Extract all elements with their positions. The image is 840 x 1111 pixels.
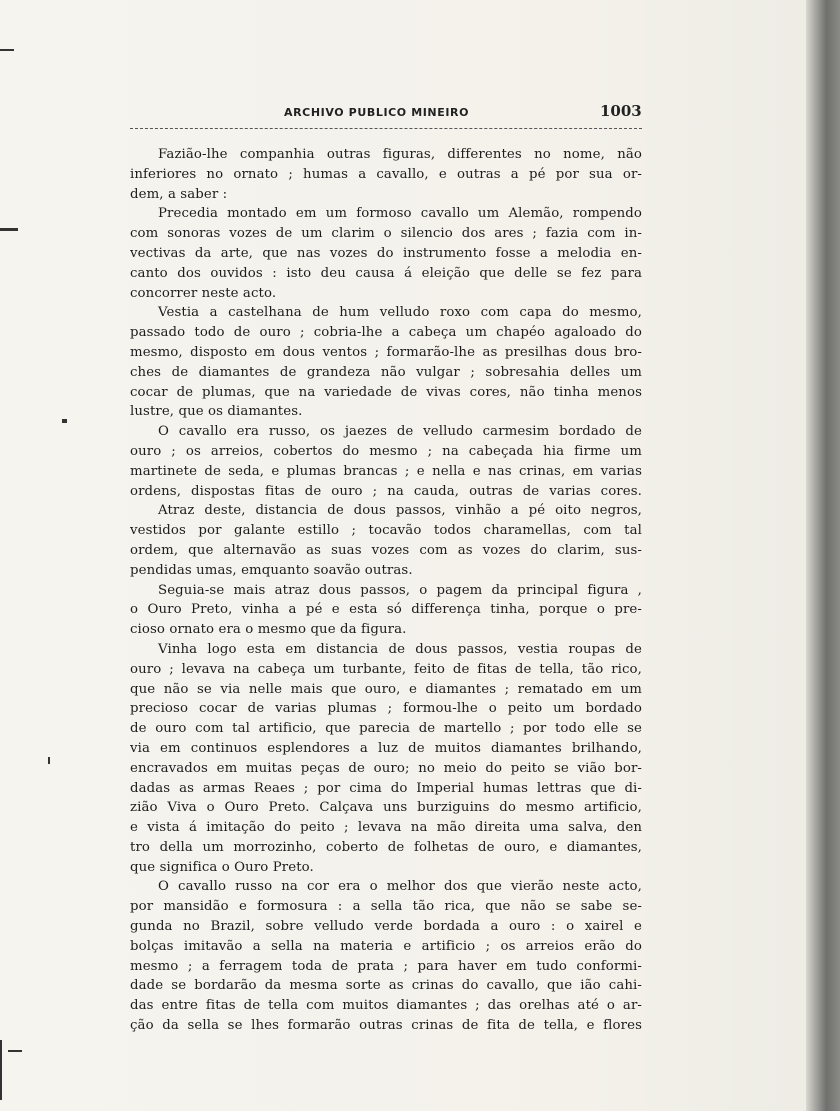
text-line: pendidas umas, emquanto soavão outras. <box>130 562 413 578</box>
text-line: martinete de seda, e plumas brancas ; e nella e nas crinas, em varias <box>130 463 642 479</box>
text-line: Fazião-lhe companhia outras figuras, differentes no nome, não <box>158 147 642 162</box>
margin-mark <box>8 1050 22 1052</box>
text-line: ordem, que alternavão as suas vozes com as vozes do clarim, sus- <box>130 542 642 558</box>
text-line: inferiores no ornato ; humas a cavallo, e outras a pé por sua or- <box>130 166 642 182</box>
margin-mark <box>0 1040 2 1100</box>
text-line: que não se via nelle mais que ouro, e diamantes ; rematado em um <box>130 681 642 697</box>
text-line: bolças imitavão a sella na materia e artificio ; os arreios erão do <box>130 938 642 954</box>
text-line: com sonoras vozes de um clarim o silencio dos ares ; fazia com in- <box>130 226 642 242</box>
text-line: zião Viva o Ouro Preto. Calçava uns burziguins do mesmo artificio, <box>130 800 642 816</box>
text-line: ches de diamantes de grandeza não vulgar ; sobresahia delles um <box>130 364 642 380</box>
text-line: mesmo, disposto em dous ventos ; formarão-lhe as presilhas dous bro- <box>130 344 642 360</box>
text-line: Seguia-se mais atraz dous passos, o pagem da principal figura , <box>158 582 642 598</box>
text-line: via em continuos esplendores a luz de muitos diamantes brilhando, <box>130 740 642 756</box>
text-line: dem, a saber : <box>130 186 228 202</box>
text-line: lustre, que os diamantes. <box>130 404 303 420</box>
margin-mark <box>0 228 18 231</box>
text-line: o Ouro Preto, vinha a pé e esta só differença tinha, porque o pre- <box>130 602 642 618</box>
text-line: Precedia montado em um formoso cavallo um Alemão, rompendo <box>158 206 642 222</box>
text-line: encravados em muitas peças de ouro; no meio do peito se vião bor- <box>130 760 642 776</box>
text-line: das entre fitas de tella com muitos diamantes ; das orelhas até o ar- <box>130 998 642 1014</box>
text-line: vectivas da arte, que nas vozes do instrumento fosse a melodia en- <box>130 245 642 261</box>
text-line: cocar de plumas, que na variedade de vivas cores, não tinha menos <box>130 384 642 400</box>
text-line: de ouro com tal artificio, que parecia de martello ; por todo elle se <box>130 721 642 737</box>
text-line: Atraz deste, distancia de dous passos, vinhão a pé oito negros, <box>158 503 642 519</box>
text-line: O cavallo russo na cor era o melhor dos que vierão neste acto, <box>158 879 642 895</box>
text-line: O cavallo era russo, os jaezes de velludo carmesim bordado de <box>158 424 642 440</box>
text-line: concorrer neste acto. <box>130 285 277 301</box>
text-line: mesmo ; a ferragem toda de prata ; para haver em tudo conformi- <box>130 958 642 974</box>
text-line: passado todo de ouro ; cobria-lhe a cabeça um chapéo agaloado do <box>130 325 642 341</box>
body-text <box>130 145 642 1036</box>
running-title: ARCHIVO PUBLICO MINEIRO <box>284 106 470 119</box>
text-line: dadas as armas Reaes ; por cima do Imperial humas lettras que di- <box>130 780 642 796</box>
margin-mark <box>62 419 67 423</box>
text-line: Vinha logo esta em distancia de dous passos, vestia roupas de <box>158 641 642 657</box>
page-number: 1003 <box>600 102 642 120</box>
text-line: que significa o Ouro Preto. <box>130 859 314 875</box>
text-line: tro della um morrozinho, coberto de folhetas de ouro, e diamantes, <box>130 839 642 855</box>
text-line: vestidos por galante estillo ; tocavão todos charamellas, com tal <box>130 523 642 539</box>
text-line: e vista á imitação do peito ; levava na mão direita uma salva, den <box>130 820 642 836</box>
text-line: por mansidão e formosura : a sella tão rica, que não se sabe se- <box>130 899 642 915</box>
text-line: precioso cocar de varias plumas ; formou-lhe o peito um bordado <box>130 701 642 717</box>
text-line: cioso ornato era o mesmo que da figura. <box>130 622 407 638</box>
scan-edge <box>806 0 840 1111</box>
text-line: ção da sella se lhes formarão outras crinas de fita de tella, e flores <box>130 1018 642 1034</box>
text-line: ouro ; levava na cabeça um turbante, feito de fitas de tella, tão rico, <box>130 661 642 677</box>
text-line: canto dos ouvidos : isto deu causa á eleição que delle se fez para <box>130 265 642 281</box>
header-rule <box>130 128 642 129</box>
text-line: ouro ; os arreios, cobertos do mesmo ; na cabeçada hia firme um <box>130 443 642 459</box>
text-line: ordens, dispostas fitas de ouro ; na cauda, outras de varias cores. <box>130 483 642 499</box>
margin-mark <box>0 49 14 51</box>
page-header <box>130 100 640 124</box>
margin-mark <box>48 757 50 764</box>
text-line: dade se bordarão da mesma sorte as crinas do cavallo, que ião cahi- <box>130 978 642 994</box>
text-line: Vestia a castelhana de hum velludo roxo com capa do mesmo, <box>158 305 642 321</box>
text-line: gunda no Brazil, sobre velludo verde bordada a ouro : o xairel e <box>130 919 642 935</box>
